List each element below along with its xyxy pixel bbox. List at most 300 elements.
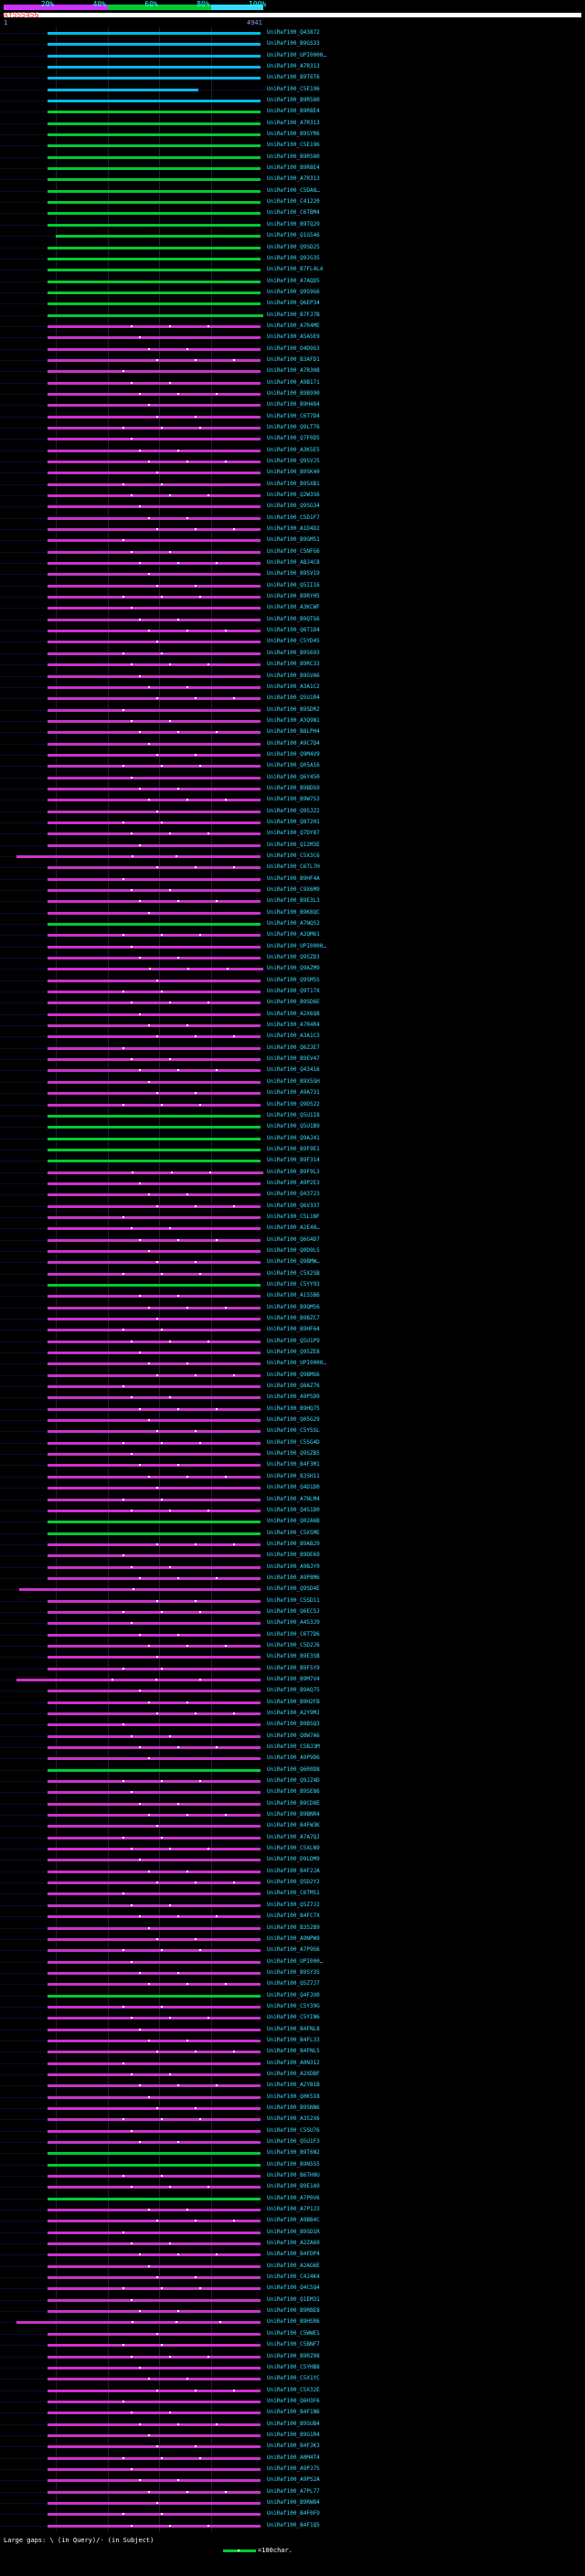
hsp-bar[interactable] — [48, 1712, 261, 1715]
hsp-bar[interactable] — [48, 1634, 261, 1637]
hsp-bar[interactable] — [48, 269, 261, 271]
hsp-bar[interactable] — [48, 1318, 261, 1320]
hsp-bar[interactable] — [48, 754, 261, 757]
hsp-bar[interactable] — [48, 2209, 261, 2211]
subject-label[interactable]: UniRef100_Q7F0D5 — [267, 435, 320, 441]
hsp-bar[interactable] — [48, 2242, 261, 2245]
hsp-bar[interactable] — [48, 1193, 261, 1196]
hsp-bar[interactable] — [48, 900, 261, 903]
hsp-bar[interactable] — [48, 2468, 261, 2471]
subject-label[interactable]: UniRef100_B9HSR6 — [267, 2318, 320, 2325]
hsp-bar[interactable] — [48, 946, 261, 949]
hsp-bar[interactable] — [48, 1385, 261, 1388]
hsp-bar[interactable] — [16, 855, 261, 858]
hsp-bar[interactable] — [48, 1791, 261, 1794]
hsp-bar[interactable] — [48, 1352, 261, 1354]
subject-label[interactable]: UniRef100_Q0K5I8 — [267, 2094, 320, 2100]
subject-label[interactable]: UniRef100_C5X5ME — [267, 1530, 320, 1536]
subject-label[interactable]: UniRef100_Q5Z7J2 — [267, 1902, 320, 1908]
subject-label[interactable]: UniRef100_C5YD45 — [267, 638, 320, 644]
subject-label[interactable]: UniRef100_Q1EM31 — [267, 2296, 320, 2303]
subject-label[interactable]: UniRef100_Q9BMG6 — [267, 1372, 320, 1378]
hsp-bar[interactable] — [48, 1430, 261, 1433]
subject-label[interactable]: UniRef100_A3K5E5 — [267, 447, 320, 453]
hsp-bar[interactable] — [48, 1227, 261, 1230]
hsp-bar[interactable] — [48, 2367, 261, 2369]
subject-label[interactable]: UniRef100_B9R580 — [267, 154, 320, 160]
hsp-bar[interactable] — [48, 1115, 261, 1118]
hsp-bar[interactable] — [48, 1814, 261, 1817]
subject-label[interactable]: UniRef100_A3Q9N1 — [267, 717, 320, 724]
subject-label[interactable]: UniRef100_C5Y39G — [267, 2003, 320, 2009]
hsp-bar[interactable] — [19, 1588, 261, 1591]
hsp-bar[interactable] — [48, 1408, 261, 1411]
hsp-bar[interactable] — [48, 1261, 261, 1264]
hsp-bar[interactable] — [48, 1419, 261, 1422]
subject-label[interactable]: UniRef100_B9RW84 — [267, 2499, 320, 2506]
hsp-bar[interactable] — [48, 133, 261, 136]
subject-label[interactable]: UniRef100_B9SDR2 — [267, 706, 320, 713]
hsp-bar[interactable] — [48, 281, 261, 283]
subject-label[interactable]: UniRef100_B9SUB4 — [267, 2421, 320, 2427]
hsp-bar[interactable] — [48, 1723, 261, 1726]
hsp-bar[interactable] — [48, 1499, 261, 1501]
subject-label[interactable]: UniRef100_B9M7V4 — [267, 1676, 320, 1682]
hsp-bar[interactable] — [48, 652, 261, 655]
subject-label[interactable]: UniRef100_B4FNL8 — [267, 2026, 320, 2032]
hsp-bar[interactable] — [48, 461, 261, 463]
hsp-bar[interactable] — [48, 2356, 261, 2359]
hsp-bar[interactable] — [48, 1374, 261, 1377]
hsp-bar[interactable] — [48, 2040, 261, 2042]
hsp-bar[interactable] — [48, 686, 261, 689]
hsp-bar[interactable] — [48, 1250, 261, 1253]
hsp-bar[interactable] — [48, 2118, 261, 2121]
hsp-bar[interactable] — [48, 1859, 261, 1861]
hsp-bar[interactable] — [48, 382, 261, 385]
hsp-bar[interactable] — [48, 1138, 261, 1140]
hsp-bar[interactable] — [48, 438, 261, 440]
hsp-bar[interactable] — [48, 1927, 261, 1930]
hsp-bar[interactable] — [48, 1239, 261, 1242]
subject-label[interactable]: UniRef100_Q05G29 — [267, 1416, 320, 1423]
subject-label[interactable]: UniRef100_Q9SD25 — [267, 244, 320, 250]
subject-label[interactable]: UniRef100_Q9SD4E — [267, 1585, 320, 1592]
subject-label[interactable]: UniRef100_B9E1A9 — [267, 2183, 320, 2189]
hsp-bar[interactable] — [48, 1645, 261, 1648]
subject-label[interactable]: UniRef100_A7R3H8 — [267, 367, 320, 374]
subject-label[interactable]: UniRef100_B9K8QC — [267, 909, 320, 916]
hsp-bar[interactable] — [48, 1160, 261, 1162]
hsp-bar[interactable] — [48, 619, 261, 621]
subject-label[interactable]: UniRef100_C5YY93 — [267, 1281, 320, 1288]
subject-label[interactable]: UniRef100_D4D9G3 — [267, 345, 320, 352]
subject-label[interactable]: UniRef100_A7AQD5 — [267, 278, 320, 284]
hsp-bar[interactable] — [48, 539, 261, 542]
subject-label[interactable]: UniRef100_Q9SJZ2 — [267, 808, 320, 814]
subject-label[interactable]: UniRef100_Q2W3S6 — [267, 492, 320, 498]
subject-label[interactable]: UniRef100_C6TL7H — [267, 864, 320, 870]
subject-label[interactable]: UniRef100_UPI000… — [267, 1958, 324, 1965]
subject-label[interactable]: UniRef100_B6TH0U — [267, 2172, 320, 2178]
subject-label[interactable]: UniRef100_Q9T17X — [267, 988, 320, 994]
subject-label[interactable]: UniRef100_A2YB1B — [267, 2082, 320, 2088]
subject-label[interactable]: UniRef100_Q9SZB5 — [267, 1450, 320, 1457]
subject-label[interactable]: UniRef100_Q0D9L5 — [267, 1247, 320, 1254]
subject-label[interactable]: UniRef100_Q9S9G6 — [267, 289, 320, 295]
hsp-bar[interactable] — [48, 302, 261, 305]
subject-label[interactable]: UniRef100_B9X5GH — [267, 1078, 320, 1085]
hsp-bar[interactable] — [48, 731, 261, 734]
subject-label[interactable]: UniRef100_C6TBM4 — [267, 209, 320, 216]
subject-label[interactable]: UniRef100_B9HQ75 — [267, 1405, 320, 1412]
hsp-bar[interactable] — [48, 111, 261, 113]
subject-label[interactable]: UniRef100_B9EV47 — [267, 1055, 320, 1062]
subject-label[interactable]: UniRef100_B9RC33 — [267, 661, 320, 667]
hsp-bar[interactable] — [48, 2310, 261, 2313]
hsp-bar[interactable] — [48, 393, 261, 396]
hsp-bar[interactable] — [48, 1182, 261, 1185]
hsp-bar[interactable] — [48, 1024, 261, 1027]
subject-label[interactable]: UniRef100_Q4FJU0 — [267, 1992, 320, 1998]
hsp-bar[interactable] — [48, 2401, 261, 2403]
subject-label[interactable]: UniRef100_B9AQ75 — [267, 1687, 320, 1693]
hsp-bar[interactable] — [48, 190, 261, 193]
subject-label[interactable]: UniRef100_A7R313 — [267, 120, 320, 126]
hsp-bar[interactable] — [48, 720, 261, 723]
subject-label[interactable]: UniRef100_C5X2SB — [267, 1270, 320, 1277]
hsp-bar[interactable] — [48, 2378, 261, 2380]
hsp-bar[interactable] — [48, 472, 261, 474]
hsp-bar[interactable] — [48, 788, 261, 790]
hsp-bar[interactable] — [48, 1892, 261, 1895]
hsp-bar[interactable] — [48, 1464, 261, 1467]
hsp-bar[interactable] — [48, 1035, 261, 1038]
subject-label[interactable]: UniRef100_B4FDP4 — [267, 2251, 320, 2257]
hsp-bar[interactable] — [48, 1341, 261, 1343]
hsp-bar[interactable] — [48, 980, 261, 982]
subject-label[interactable]: UniRef100_A7P0V6 — [267, 2195, 320, 2201]
subject-label[interactable]: UniRef100_B9HF64 — [267, 1326, 320, 1332]
hsp-bar[interactable] — [48, 2073, 261, 2076]
subject-label[interactable]: UniRef100_B9N5S5 — [267, 2161, 320, 2168]
subject-label[interactable]: UniRef100_A7PL77 — [267, 2488, 320, 2495]
subject-label[interactable]: UniRef100_A2AG6E — [267, 2263, 320, 2269]
subject-label[interactable]: UniRef100_C5X3C6 — [267, 853, 320, 859]
hsp-bar[interactable] — [48, 709, 261, 712]
hsp-bar[interactable] — [48, 450, 261, 452]
subject-label[interactable]: UniRef100_B9R580 — [267, 97, 320, 103]
hsp-bar[interactable] — [48, 844, 261, 847]
hsp-bar[interactable] — [48, 1104, 261, 1107]
subject-label[interactable]: UniRef100_B9SK40 — [267, 469, 320, 475]
hsp-bar[interactable] — [48, 1273, 261, 1276]
subject-label[interactable]: UniRef100_A2QM61 — [267, 931, 320, 938]
subject-label[interactable]: UniRef100_B9SD6E — [267, 999, 320, 1005]
hsp-bar[interactable] — [48, 1216, 261, 1219]
hsp-bar[interactable] — [48, 2186, 261, 2189]
subject-label[interactable]: UniRef100_B9G1R4 — [267, 2432, 320, 2438]
hsp-bar[interactable] — [48, 314, 263, 317]
hsp-bar[interactable] — [48, 2412, 261, 2414]
subject-label[interactable]: UniRef100_B4FC7X — [267, 1913, 320, 1919]
hsp-bar[interactable] — [16, 2321, 261, 2324]
subject-label[interactable]: UniRef100_Q9D522 — [267, 1101, 320, 1108]
subject-label[interactable]: UniRef100_B9F314 — [267, 1157, 320, 1163]
hsp-bar[interactable] — [48, 2107, 261, 2110]
subject-label[interactable]: UniRef100_A7R313 — [267, 175, 320, 182]
subject-label[interactable]: UniRef100_Q43723 — [267, 1191, 320, 1197]
hsp-bar[interactable] — [48, 1013, 261, 1016]
subject-label[interactable]: UniRef100_A3KCWF — [267, 604, 320, 610]
subject-label[interactable]: UniRef100_Q6EC5J — [267, 1608, 320, 1615]
subject-label[interactable]: UniRef100_A7P1J3 — [267, 2206, 320, 2212]
subject-label[interactable]: UniRef100_C5SG4D — [267, 1439, 320, 1446]
hsp-bar[interactable] — [48, 505, 261, 508]
hsp-bar[interactable] — [48, 777, 261, 779]
hsp-bar[interactable] — [48, 2084, 261, 2087]
hsp-bar[interactable] — [48, 573, 261, 576]
hsp-bar[interactable] — [48, 2513, 261, 2516]
hsp-bar[interactable] — [48, 100, 261, 102]
hsp-bar[interactable] — [48, 2220, 261, 2222]
hsp-bar[interactable] — [48, 2175, 261, 2178]
subject-label[interactable]: UniRef100_B9SE86 — [267, 1788, 320, 1795]
hsp-bar[interactable] — [48, 1600, 261, 1603]
hsp-bar[interactable] — [48, 1171, 263, 1174]
hsp-bar[interactable] — [48, 1871, 261, 1873]
hsp-bar[interactable] — [48, 2051, 261, 2053]
hsp-bar[interactable] — [48, 2231, 261, 2234]
hsp-bar[interactable] — [48, 889, 261, 892]
subject-label[interactable]: UniRef100_C5BNF7 — [267, 2341, 320, 2348]
hsp-bar[interactable] — [48, 2525, 261, 2528]
subject-label[interactable]: UniRef100_B4F2JA — [267, 1868, 320, 1874]
subject-label[interactable]: UniRef100_Q5D2Y2 — [267, 1879, 320, 1885]
hsp-bar[interactable] — [48, 2344, 261, 2347]
hsp-bar[interactable] — [48, 551, 261, 554]
subject-label[interactable]: UniRef100_Q9SM5S — [267, 977, 320, 983]
hsp-bar[interactable] — [48, 1126, 261, 1129]
subject-label[interactable]: UniRef100_Q7DY87 — [267, 830, 320, 836]
subject-label[interactable]: UniRef100_Q6G4D7 — [267, 1236, 320, 1243]
subject-label[interactable]: UniRef100_Q9SZE8 — [267, 1349, 320, 1355]
subject-label[interactable]: UniRef100_B4FNL5 — [267, 2048, 320, 2054]
subject-label[interactable]: UniRef100_Q5U1F3 — [267, 2138, 320, 2145]
subject-label[interactable]: UniRef100_B9BDG9 — [267, 785, 320, 791]
subject-label[interactable]: UniRef100_A9BB4C — [267, 2217, 320, 2223]
subject-label[interactable]: UniRef100_B9SY3S — [267, 1969, 320, 1976]
hsp-bar[interactable] — [48, 2299, 261, 2302]
subject-label[interactable]: UniRef100_UPI0000… — [267, 52, 327, 58]
hsp-bar[interactable] — [48, 1510, 261, 1512]
hsp-bar[interactable] — [48, 1307, 261, 1309]
subject-label[interactable]: UniRef100_Q9LT76 — [267, 424, 320, 430]
subject-label[interactable]: UniRef100_A9P8M6 — [267, 1574, 320, 1581]
subject-label[interactable]: UniRef100_A7A7QJ — [267, 1834, 320, 1840]
subject-label[interactable]: UniRef100_C5YSSL — [267, 1427, 320, 1434]
subject-label[interactable]: UniRef100_A3A1C3 — [267, 1033, 320, 1039]
subject-label[interactable]: UniRef100_A0N312 — [267, 2060, 320, 2066]
subject-label[interactable]: UniRef100_B4F1N6 — [267, 2409, 320, 2415]
subject-label[interactable]: UniRef100_B9HF4A — [267, 875, 320, 882]
subject-label[interactable]: UniRef100_C5YHB8 — [267, 2364, 320, 2370]
hsp-bar[interactable] — [48, 483, 261, 486]
hsp-bar[interactable] — [48, 247, 261, 249]
subject-label[interactable]: UniRef100_B3S2B9 — [267, 1924, 320, 1931]
hsp-bar[interactable] — [48, 1566, 261, 1569]
hsp-bar[interactable] — [48, 1092, 261, 1095]
hsp-bar[interactable] — [48, 934, 261, 937]
hsp-bar[interactable] — [48, 2029, 261, 2031]
subject-label[interactable]: UniRef100_B9E3L3 — [267, 897, 320, 904]
hsp-bar[interactable] — [48, 1983, 261, 1986]
subject-label[interactable]: UniRef100_B9TQ29 — [267, 221, 320, 228]
subject-label[interactable]: UniRef100_Q8W7A6 — [267, 1733, 320, 1739]
hsp-bar[interactable] — [48, 1069, 261, 1072]
subject-label[interactable]: UniRef100_Q6Y450 — [267, 774, 320, 780]
subject-label[interactable]: UniRef100_Q02A6B — [267, 1518, 320, 1524]
hsp-bar[interactable] — [48, 2141, 261, 2144]
hsp-bar[interactable] — [48, 292, 261, 294]
hsp-bar[interactable] — [48, 765, 261, 768]
hsp-bar[interactable] — [48, 2006, 261, 2009]
hsp-bar[interactable] — [48, 1329, 261, 1331]
hsp-bar[interactable] — [48, 1487, 261, 1489]
hsp-bar[interactable] — [48, 66, 261, 69]
subject-label[interactable]: UniRef100_A9A731 — [267, 1089, 320, 1096]
subject-label[interactable]: UniRef100_B9RZ08 — [267, 2353, 320, 2359]
subject-label[interactable]: UniRef100_B3SH11 — [267, 1473, 320, 1479]
subject-label[interactable]: UniRef100_A7NLM4 — [267, 1496, 320, 1502]
subject-label[interactable]: UniRef100_B9QM56 — [267, 1304, 320, 1310]
subject-label[interactable]: UniRef100_A9C7D4 — [267, 740, 320, 747]
hsp-bar[interactable] — [48, 178, 261, 181]
subject-label[interactable]: UniRef100_C5YIN6 — [267, 2014, 320, 2020]
subject-label[interactable]: UniRef100_Q5Z7J7 — [267, 1980, 320, 1987]
subject-label[interactable]: UniRef100_B9BSQ3 — [267, 1721, 320, 1727]
hsp-bar[interactable] — [48, 2445, 261, 2448]
subject-label[interactable]: UniRef100_C5WWE1 — [267, 2330, 320, 2337]
subject-label[interactable]: UniRef100_C6T7D6 — [267, 1631, 320, 1638]
subject-label[interactable]: UniRef100_A9NPW9 — [267, 1935, 320, 1942]
hsp-bar[interactable] — [48, 258, 261, 260]
subject-label[interactable]: UniRef100_C5DA8… — [267, 187, 320, 194]
subject-label[interactable]: UniRef100_A2ZA69 — [267, 2240, 320, 2246]
hsp-bar[interactable] — [48, 2491, 261, 2494]
subject-label[interactable]: UniRef100_Q12M3E — [267, 842, 320, 848]
subject-label[interactable]: UniRef100_Q9SZD3 — [267, 954, 320, 960]
hsp-bar[interactable] — [48, 1362, 261, 1365]
subject-label[interactable]: UniRef100_B9SXB1 — [267, 481, 320, 487]
hsp-bar[interactable] — [48, 697, 261, 700]
hsp-bar[interactable] — [48, 2096, 261, 2099]
hsp-bar[interactable] — [48, 1396, 261, 1399]
subject-label[interactable]: UniRef100_B9F5Y9 — [267, 1665, 320, 1671]
subject-label[interactable]: UniRef100_Q4D1D0 — [267, 1484, 320, 1490]
subject-label[interactable]: UniRef100_Q5U1I8 — [267, 1112, 320, 1118]
hsp-bar[interactable] — [48, 1825, 261, 1828]
subject-label[interactable]: UniRef100_B4F1Q5 — [267, 2522, 320, 2528]
subject-label[interactable]: UniRef100_B9GVA6 — [267, 673, 320, 679]
subject-label[interactable]: UniRef100_A2X6Q8 — [267, 1011, 320, 1017]
hsp-bar[interactable] — [48, 1284, 261, 1287]
hsp-bar[interactable] — [48, 562, 261, 565]
hsp-bar[interactable] — [48, 2198, 261, 2200]
hsp-bar[interactable] — [48, 224, 261, 227]
subject-label[interactable]: UniRef100_A3S2X6 — [267, 2115, 320, 2122]
hsp-bar[interactable] — [48, 743, 261, 746]
subject-label[interactable]: UniRef100_B4FJK3 — [267, 2443, 320, 2449]
hsp-bar[interactable] — [48, 1735, 261, 1738]
hsp-bar[interactable] — [48, 494, 261, 497]
hsp-bar[interactable] — [48, 201, 261, 204]
hsp-bar[interactable] — [48, 675, 261, 678]
hsp-bar[interactable] — [48, 822, 261, 824]
subject-label[interactable]: UniRef100_UPI0000… — [267, 943, 327, 949]
hsp-bar[interactable] — [48, 517, 261, 520]
subject-label[interactable]: UniRef100_B4FW3K — [267, 1822, 320, 1829]
hsp-bar[interactable] — [48, 1837, 261, 1839]
subject-label[interactable]: UniRef100_B9SV19 — [267, 570, 320, 577]
hsp-bar[interactable] — [48, 122, 261, 125]
subject-label[interactable]: UniRef100_A1D4D2 — [267, 525, 320, 532]
hsp-bar[interactable] — [48, 2017, 261, 2019]
hsp-bar[interactable] — [48, 2502, 261, 2505]
subject-label[interactable]: UniRef100_Q9JZ4D — [267, 1777, 320, 1784]
subject-label[interactable]: UniRef100_Q9AZM9 — [267, 965, 320, 971]
hsp-bar[interactable] — [48, 1757, 261, 1760]
hsp-bar[interactable] — [48, 1701, 261, 1704]
subject-label[interactable]: UniRef100_Q6H3F6 — [267, 2398, 320, 2404]
hsp-bar[interactable] — [48, 630, 261, 632]
subject-label[interactable]: UniRef100_C9X6M9 — [267, 886, 320, 893]
hsp-bar[interactable] — [48, 427, 261, 429]
subject-label[interactable]: UniRef100_B3AFD1 — [267, 356, 320, 363]
subject-label[interactable]: UniRef100_B7FJ7B — [267, 312, 320, 318]
hsp-bar[interactable] — [48, 325, 261, 328]
subject-label[interactable]: UniRef100_A9P5D9 — [267, 1394, 320, 1400]
subject-label[interactable]: UniRef100_Q1G546 — [267, 232, 320, 239]
hsp-bar[interactable] — [48, 1780, 261, 1783]
hsp-bar[interactable] — [48, 923, 261, 926]
subject-label[interactable]: UniRef100_B9B990 — [267, 390, 320, 397]
subject-label[interactable]: UniRef100_A9BJY9 — [267, 1564, 320, 1570]
hsp-bar[interactable] — [48, 2130, 261, 2133]
hsp-bar[interactable] — [48, 1972, 261, 1975]
subject-label[interactable]: UniRef100_Q6R0D8 — [267, 1766, 320, 1773]
subject-label[interactable]: UniRef100_Q5U1R4 — [267, 694, 320, 701]
subject-label[interactable]: UniRef100_Q9SVJ5 — [267, 458, 320, 464]
hsp-bar[interactable] — [48, 1995, 261, 1998]
subject-label[interactable]: UniRef100_A5A5E9 — [267, 334, 320, 340]
hsp-bar[interactable] — [48, 55, 261, 58]
hsp-bar[interactable] — [48, 1938, 261, 1941]
subject-label[interactable]: UniRef100_Q8AZ76 — [267, 1383, 320, 1389]
subject-label[interactable]: UniRef100_C6T7D4 — [267, 413, 320, 419]
subject-label[interactable]: UniRef100_A0M4T4 — [267, 2454, 320, 2461]
subject-label[interactable]: UniRef100_A2XDBF — [267, 2071, 320, 2077]
hsp-bar[interactable] — [48, 1848, 261, 1850]
hsp-bar[interactable] — [48, 43, 261, 46]
subject-label[interactable]: UniRef100_B9CD8E — [267, 1800, 320, 1807]
subject-label[interactable]: UniRef100_B9T6N2 — [267, 2149, 320, 2156]
subject-label[interactable]: UniRef100_A7P9G6 — [267, 1946, 320, 1953]
hsp-bar[interactable] — [48, 156, 261, 159]
hsp-bar[interactable] — [48, 1656, 261, 1659]
hsp-bar[interactable] — [48, 1554, 261, 1557]
subject-label[interactable]: UniRef100_C5D2J6 — [267, 1642, 320, 1648]
